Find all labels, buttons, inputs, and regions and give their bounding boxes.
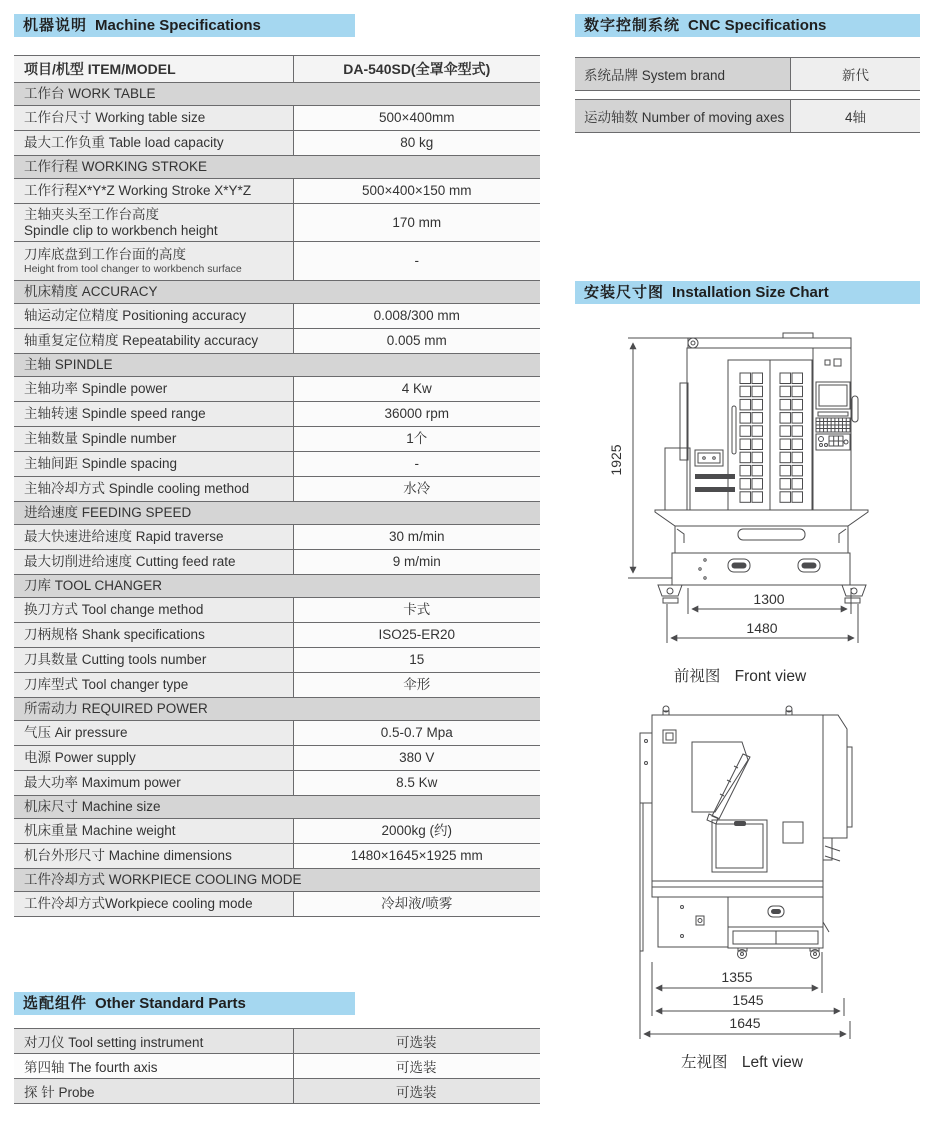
spec-label: 最大切削进给速度 Cutting feed rate <box>14 550 293 575</box>
spec-row <box>14 477 540 502</box>
left-view-drawing <box>610 700 920 1050</box>
spec-label: 最大快速进给速度 Rapid traverse <box>14 525 293 550</box>
spec-section-label: 工作台 WORK TABLE <box>14 83 540 106</box>
spec-row <box>14 56 540 83</box>
spec-section-label: 机床精度 ACCURACY <box>14 281 540 304</box>
spec-row <box>14 673 540 698</box>
spec-section-row <box>14 83 540 106</box>
optional-part-label: 第四轴 The fourth axis <box>14 1054 293 1079</box>
spec-section-label: 所需动力 REQUIRED POWER <box>14 698 540 721</box>
machine-spec-table <box>14 55 540 917</box>
spec-label: 刀库型式 Tool changer type <box>14 673 293 698</box>
spec-label: 工作台尺寸 Working table size <box>14 106 293 131</box>
spec-section-label: 工作行程 WORKING STROKE <box>14 156 540 179</box>
spec-value: 卡式 <box>293 598 540 623</box>
front-view-caption <box>600 664 880 686</box>
cnc-value: 新代 <box>790 58 920 90</box>
front-view-caption-zh: 前视图 <box>673 668 721 685</box>
left-view-machine-outline <box>640 706 852 1039</box>
spec-value: 伞形 <box>293 673 540 698</box>
spec-label: 主轴数量 Spindle number <box>14 427 293 452</box>
left-view-caption <box>612 1050 872 1072</box>
spec-value: - <box>293 452 540 477</box>
front-dim-height: 1925 <box>608 444 624 476</box>
optional-part-row <box>14 1029 540 1054</box>
control-keyboard-grid <box>816 418 850 432</box>
cnc-spec-title-en: CNC Specifications <box>688 17 827 34</box>
spec-section-label: 进给速度 FEEDING SPEED <box>14 502 540 525</box>
spec-row <box>14 204 540 242</box>
spec-section-row <box>14 575 540 598</box>
spec-value: 170 mm <box>293 204 540 242</box>
cnc-label: 系统品牌 System brand <box>575 58 790 90</box>
spec-section-label: 机床尺寸 Machine size <box>14 796 540 819</box>
front-dim-overall-width: 1480 <box>746 620 778 636</box>
spec-row <box>14 623 540 648</box>
spec-row <box>14 892 540 917</box>
spec-value: 36000 rpm <box>293 402 540 427</box>
spec-row <box>14 648 540 673</box>
cnc-spec-title-bar <box>575 14 920 37</box>
optional-part-label: 探 针 Probe <box>14 1079 293 1104</box>
spec-label: 机台外形尺寸 Machine dimensions <box>14 844 293 869</box>
spec-value: ISO25-ER20 <box>293 623 540 648</box>
spec-label: 换刀方式 Tool change method <box>14 598 293 623</box>
spec-value: 80 kg <box>293 131 540 156</box>
front-view-machine-outline <box>628 333 868 643</box>
optional-part-label: 对刀仪 Tool setting instrument <box>14 1029 293 1054</box>
spec-value: - <box>293 242 540 281</box>
cnc-value: 4轴 <box>790 100 920 132</box>
optional-parts-title-zh: 选配组件 <box>23 995 88 1012</box>
front-dim-base-width: 1300 <box>753 591 785 607</box>
optional-parts-table <box>14 1028 540 1104</box>
left-dim-overall-width: 1645 <box>729 1015 761 1031</box>
spec-label: 最大功率 Maximum power <box>14 771 293 796</box>
spec-row <box>14 427 540 452</box>
spec-label: 工件冷却方式Workpiece cooling mode <box>14 892 293 917</box>
spec-label: 电源 Power supply <box>14 746 293 771</box>
spec-section-row <box>14 354 540 377</box>
optional-part-value: 可选装 <box>293 1029 540 1054</box>
spec-value: 500×400×150 mm <box>293 179 540 204</box>
optional-parts-title-bar <box>14 992 355 1015</box>
spec-row <box>14 242 540 281</box>
spec-section-label: 刀库 TOOL CHANGER <box>14 575 540 598</box>
spec-row <box>14 106 540 131</box>
spec-value: 1个 <box>293 427 540 452</box>
spec-label: 主轴间距 Spindle spacing <box>14 452 293 477</box>
spec-value: 2000kg (约) <box>293 819 540 844</box>
spec-row <box>14 304 540 329</box>
spec-label: 刀具数量 Cutting tools number <box>14 648 293 673</box>
machine-spec-title-en: Machine Specifications <box>95 17 261 34</box>
spec-section-row <box>14 502 540 525</box>
spec-row <box>14 377 540 402</box>
spec-value: 500×400mm <box>293 106 540 131</box>
optional-part-row <box>14 1079 540 1104</box>
left-dim-mid-width: 1545 <box>732 992 764 1008</box>
cnc-spec-title-zh: 数字控制系统 <box>584 17 681 34</box>
spec-label: 项目/机型 ITEM/MODEL <box>14 56 293 83</box>
left-view-caption-en: Left view <box>741 1054 803 1071</box>
installation-title-bar <box>575 281 920 304</box>
spec-row <box>14 550 540 575</box>
spec-value: 冷却液/喷雾 <box>293 892 540 917</box>
spec-label: 主轴夹头至工作台高度 Spindle clip to workbench height <box>14 204 293 242</box>
cnc-row <box>575 99 920 133</box>
spec-row <box>14 131 540 156</box>
spec-row <box>14 844 540 869</box>
spec-section-row <box>14 869 540 892</box>
spec-row <box>14 329 540 354</box>
optional-part-row <box>14 1054 540 1079</box>
spec-row <box>14 771 540 796</box>
installation-title-en: Installation Size Chart <box>672 284 829 301</box>
spec-value: 1480×1645×1925 mm <box>293 844 540 869</box>
optional-part-value: 可选装 <box>293 1079 540 1104</box>
left-dim-inner-width: 1355 <box>721 969 753 985</box>
spec-label: 工作行程X*Y*Z Working Stroke X*Y*Z <box>14 179 293 204</box>
spec-row <box>14 402 540 427</box>
spec-value: 380 V <box>293 746 540 771</box>
spec-label: 刀库底盘到工作台面的高度 Height from tool changer to workbench surface <box>14 242 293 281</box>
spec-row <box>14 452 540 477</box>
spec-section-row <box>14 796 540 819</box>
spec-value: 8.5 Kw <box>293 771 540 796</box>
spec-value: 0.005 mm <box>293 329 540 354</box>
spec-row <box>14 525 540 550</box>
spec-label: 刀柄规格 Shank specifications <box>14 623 293 648</box>
spec-label: 主轴冷却方式 Spindle cooling method <box>14 477 293 502</box>
spec-row <box>14 179 540 204</box>
front-view-solid-details <box>695 474 817 569</box>
spec-section-label: 工件冷却方式 WORKPIECE COOLING MODE <box>14 869 540 892</box>
spec-label: 主轴功率 Spindle power <box>14 377 293 402</box>
machine-spec-title-bar <box>14 14 355 37</box>
cnc-row <box>575 57 920 91</box>
door-vent-grid <box>740 373 803 502</box>
machine-spec-title-zh: 机器说明 <box>23 17 88 34</box>
spec-value: 9 m/min <box>293 550 540 575</box>
cnc-label: 运动轴数 Number of moving axes <box>575 100 790 132</box>
spec-row <box>14 746 540 771</box>
spec-row <box>14 598 540 623</box>
installation-title-zh: 安装尺寸图 <box>584 284 665 301</box>
spec-value: DA-540SD(全罩伞型式) <box>293 56 540 83</box>
spec-label: 轴运动定位精度 Positioning accuracy <box>14 304 293 329</box>
optional-parts-title-en: Other Standard Parts <box>95 995 246 1012</box>
spec-value: 0.5-0.7 Mpa <box>293 721 540 746</box>
spec-section-row <box>14 281 540 304</box>
spec-label: 气压 Air pressure <box>14 721 293 746</box>
spec-value: 4 Kw <box>293 377 540 402</box>
spec-row <box>14 721 540 746</box>
spec-section-row <box>14 698 540 721</box>
optional-part-value: 可选装 <box>293 1054 540 1079</box>
spec-label: 机床重量 Machine weight <box>14 819 293 844</box>
spec-label: 轴重复定位精度 Repeatability accuracy <box>14 329 293 354</box>
spec-label: 主轴转速 Spindle speed range <box>14 402 293 427</box>
spec-value: 水冷 <box>293 477 540 502</box>
left-view-caption-zh: 左视图 <box>681 1054 728 1071</box>
spec-value: 30 m/min <box>293 525 540 550</box>
spec-row <box>14 819 540 844</box>
front-view-drawing <box>600 330 920 650</box>
cnc-spec-table <box>575 57 920 133</box>
spec-label: 最大工作负重 Table load capacity <box>14 131 293 156</box>
spec-value: 0.008/300 mm <box>293 304 540 329</box>
spec-section-label: 主轴 SPINDLE <box>14 354 540 377</box>
spec-section-row <box>14 156 540 179</box>
front-view-caption-en: Front view <box>734 668 807 685</box>
spec-value: 15 <box>293 648 540 673</box>
